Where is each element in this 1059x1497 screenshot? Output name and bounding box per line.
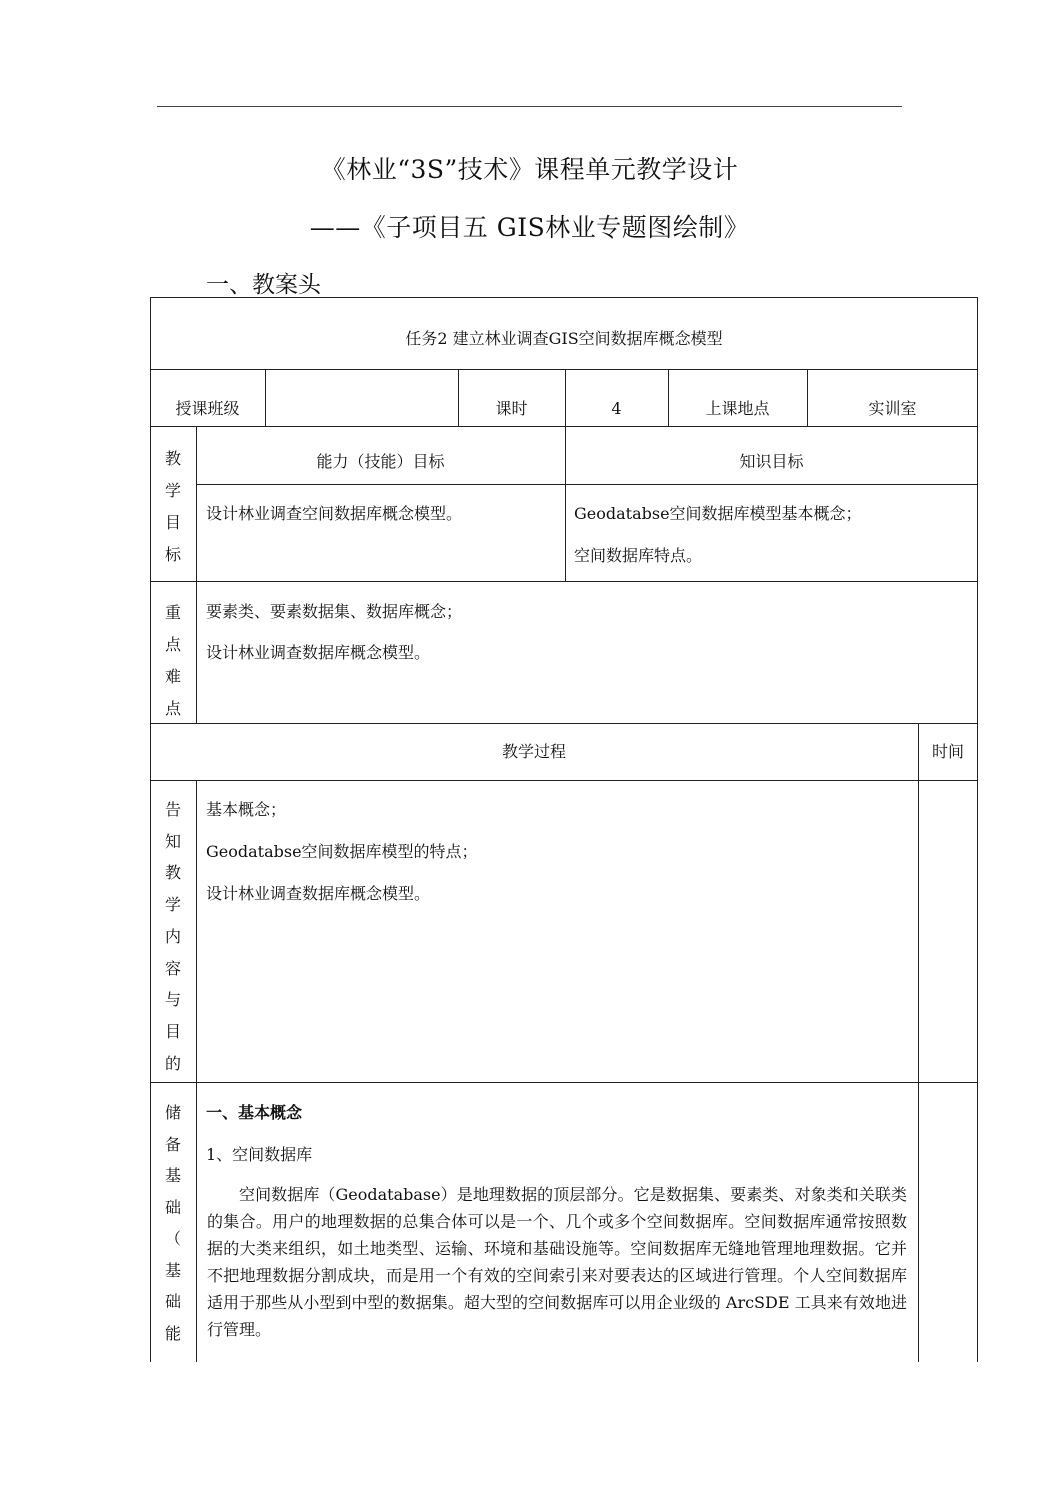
class-value: [265, 369, 458, 426]
row-divider: [150, 581, 978, 582]
key-points-side-label: 重 点 难 点: [164, 603, 181, 718]
foundation-heading: 一、基本概念: [206, 1103, 303, 1122]
task-title: 任务2 建立林业调查GIS空间数据库概念模型: [405, 329, 723, 349]
location-value: 实训室: [868, 398, 917, 418]
foundation-side-label: 储 备 基 础 （ 基 础 能: [164, 1103, 181, 1343]
col-divider: [918, 723, 919, 1362]
class-label: 授课班级: [175, 398, 240, 418]
knowledge-line: 空间数据库特点。: [574, 546, 703, 565]
row-divider: [196, 484, 978, 485]
objectives-side-label: 教 学 目 标: [164, 449, 181, 564]
knowledge-line: Geodatabse空间数据库模型基本概念；: [574, 504, 862, 523]
time-header: 时间: [931, 741, 964, 761]
key-point-line: 要素类、要素数据集、数据库概念；: [206, 602, 463, 621]
col-divider: [196, 780, 197, 1362]
document-subtitle: ——《子项目五 GIS林业专题图绘制》: [309, 213, 750, 242]
key-point-line: 设计林业调查数据库概念模型。: [206, 643, 431, 662]
row-divider: [150, 780, 978, 781]
inform-line: 设计林业调查数据库概念模型。: [206, 884, 431, 903]
foundation-subheading: 1、空间数据库: [206, 1145, 313, 1164]
inform-side-label: 告 知 教 学 内 容 与 目 的: [164, 800, 181, 1073]
ability-header: 能力（技能）目标: [316, 452, 445, 472]
header-rule: [157, 106, 902, 107]
lesson-plan-table: [150, 297, 978, 1362]
knowledge-header: 知识目标: [739, 452, 804, 472]
foundation-paragraph: [207, 1181, 907, 1343]
location-label: 上课地点: [705, 398, 770, 418]
ability-text: 设计林业调查空间数据库概念模型。: [206, 504, 463, 523]
inform-line: Geodatabse空间数据库模型的特点；: [206, 842, 478, 861]
hours-label: 课时: [495, 398, 528, 418]
hours-value: 4: [611, 398, 622, 418]
section-heading: 一、教案头: [206, 272, 321, 298]
foundation-paragraph-text: 空间数据库（Geodatabase）是地理数据的顶层部分。它是数据集、要素类、对象类和关联类的集合。用户的地理数据的总集合体可以是一个、几个或多个空间数据库。空间数据库通常按照数据的大类来组织，如土地类型、运输、环境和基础设施等。空间数据库无缝地管理地理数据。它并不把地理数据分割成块，而是用一个有效的空间索引来对要表达的区域进行管理。个人空间数据库适用于那些从小型到中型的数据集。超大型的空间数据库可以用企业级的 ArcSDE 工具来有效地进行管理。: [207, 1185, 907, 1339]
process-header: 教学过程: [501, 741, 566, 761]
row-divider: [150, 1082, 978, 1083]
document-title: 《林业“3S”技术》课程单元教学设计: [320, 155, 739, 184]
inform-line: 基本概念；: [206, 800, 287, 819]
